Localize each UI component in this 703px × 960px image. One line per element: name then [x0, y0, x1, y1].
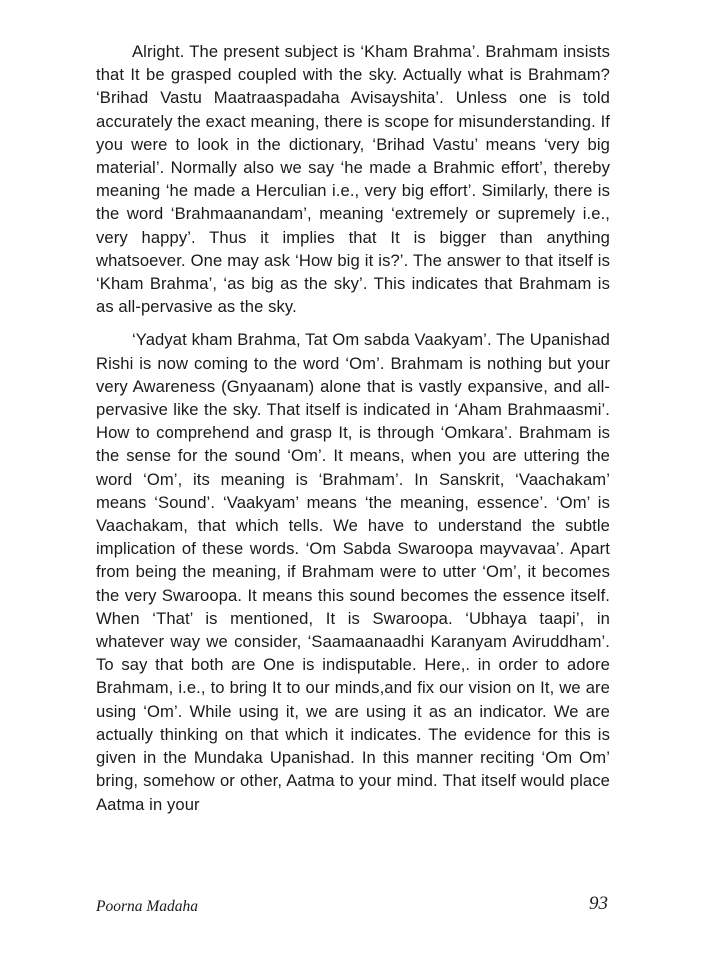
page-footer — [96, 893, 610, 919]
page-number: 93 — [589, 893, 608, 914]
page-body — [96, 40, 610, 816]
paragraph-1: Alright. The present subject is ‘Kham Brahma’. Brahmam insists that It be grasped coupled with the sky. Actually what is Brahmam? ‘Brihad Vastu Maatraaspadaha Avisayshita’. Unless one is told accurately the exact meaning, there is scope for misunderstanding. If you were to look in the dictionary, ‘Brihad Vastu’ means ‘very big material’. Normally also we say ‘he made a Brahmic effort’, thereby meaning ‘he made a Herculian i.e., very big effort’. Similarly, there is the word ‘Brahmaanandam’, meaning ‘extremely or supremely i.e., very happy’. Thus it implies that It is bigger than anything whatsoever. One may ask ‘How big it is?’. The answer to that itself is ‘Kham Brahma’, ‘as big as the sky’. This indicates that Brahmam is as all-pervasive as the sky. — [96, 42, 610, 317]
book-title: Poorna Madaha — [96, 898, 199, 915]
paragraph-2: ‘Yadyat kham Brahma, Tat Om sabda Vaakyam’. The Upanishad Rishi is now coming to the word ‘Om’. Brahmam is nothing but your very Awareness (Gnyaanam) alone that is vastly expansive, and all-pervasive like the sky. That itself is indicated in ‘Aham Brahmaasmi’. How to comprehend and grasp It, is through ‘Omkara’. Brahmam is the sense for the sound ‘Om’. It means, when you are uttering the word ‘Om’, its meaning is ‘Brahmam’. In Sanskrit, ‘Vaachakam’ means ‘Sound’. ‘Vaakyam’ means ‘the meaning, essence’. ‘Om’ is Vaachakam, that which tells. We have to understand the subtle implication of these words. ‘Om Sabda Swaroopa mayvavaa’. Apart from being the meaning, if Brahmam were to utter ‘Om’, it becomes the very Swaroopa. It means this sound becomes the essence itself. When ‘That’ is mentioned, It is Swaroopa. ‘Ubhaya taapi’, in whatever way we consider, ‘Saamaanaadhi Karanyam Aviruddham’. To say that both are One is indisputable. Here,. in order to adore Brahmam, i.e., to bring It to our minds,and fix our vision on It, we are using ‘Om’. While using it, we are using it as an indicator. We are actually thinking on that which it indicates. The evidence for this is given in the Mundaka Upanishad. In this manner reciting ‘Om Om’ bring, somehow or other, Aatma to your mind. That itself would place Aatma in your — [96, 330, 610, 814]
